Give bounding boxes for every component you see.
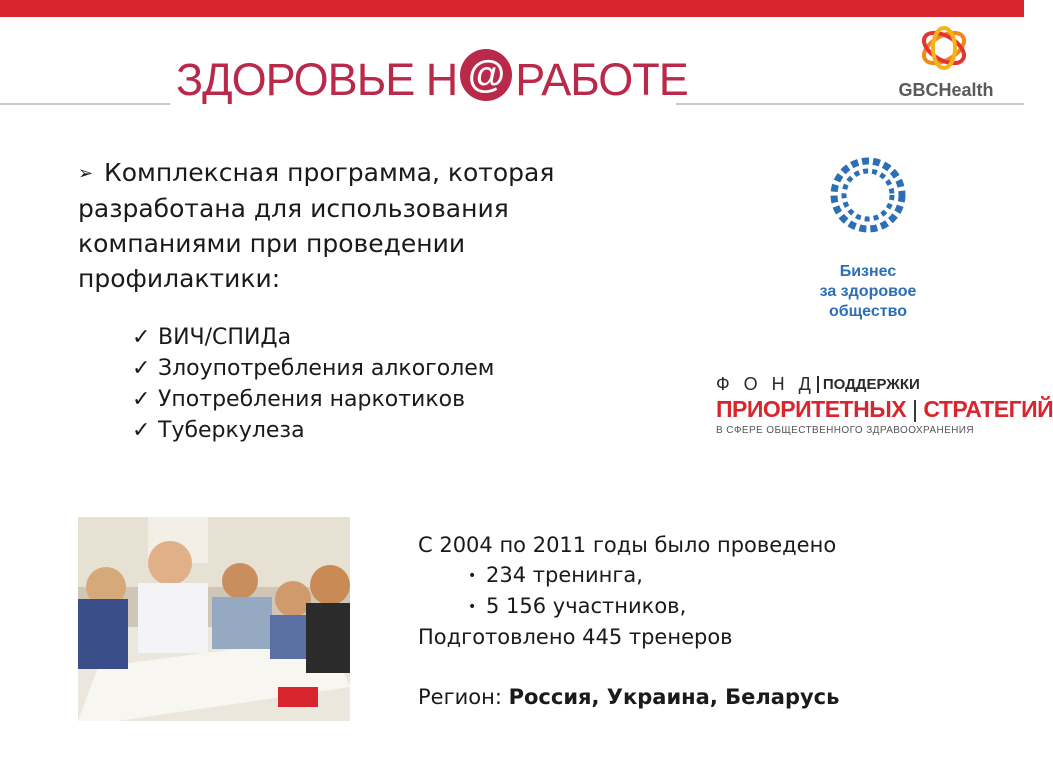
arrow-bullet-icon: ➢ <box>78 163 94 184</box>
check-icon: ✓ <box>132 356 151 381</box>
svg-text:@: @ <box>468 53 505 96</box>
top-accent-bar <box>0 0 1024 17</box>
checklist-item: ✓ Употребления наркотиков <box>132 384 494 415</box>
program-description <box>78 155 638 296</box>
results-item-participants: • 5 156 участников, <box>418 591 1008 622</box>
intro-line-2: разработана для использования <box>78 194 509 223</box>
bullet-dot-icon: • <box>468 568 477 584</box>
fund-strategy: СТРАТЕГИЙ <box>923 396 1053 422</box>
health-at-work-logo <box>176 50 688 110</box>
priority-strategies-fund-logo: ФОНД ПОДДЕРЖКИ ПРИОРИТЕТНЫХ | СТРАТЕГИЙ В СФЕРЕ ОБЩЕСТВЕННОГО ЗДРАВООХРАНЕНИЯ <box>716 373 1053 436</box>
fund-support: ПОДДЕРЖКИ <box>817 376 920 393</box>
check-icon: ✓ <box>132 325 151 350</box>
program-results <box>418 530 1008 712</box>
intro-line-4: профилактики: <box>78 264 281 293</box>
bzo-line-1: Бизнес <box>839 263 897 280</box>
results-region <box>418 682 1008 712</box>
results-trainers: Подготовлено 445 тренеров <box>418 625 733 649</box>
fund-sphere: В СФЕРЕ ОБЩЕСТВЕННОГО ЗДРАВООХРАНЕНИЯ <box>716 425 975 436</box>
gbchealth-wordmark: GBCHealth <box>898 80 994 100</box>
checklist-item: ✓ ВИЧ/СПИДа <box>132 322 494 353</box>
results-period: С 2004 по 2011 годы было проведено <box>418 533 837 557</box>
blue-swirl-icon <box>812 150 924 240</box>
bzo-line-3: общество <box>829 303 907 320</box>
fund-word: ФОНД <box>716 373 825 394</box>
logo-title-right: РАБОТЕ <box>515 54 688 105</box>
intro-line-3: компаниями при проведении <box>78 229 466 258</box>
bullet-dot-icon: • <box>468 599 477 615</box>
checklist-item: ✓ Злоупотребления алкоголем <box>132 353 494 384</box>
gbc-rings-icon <box>888 24 1004 80</box>
region-label: Регион: <box>418 685 502 709</box>
checklist-item: ✓ Туберкулеза <box>132 415 494 446</box>
check-icon: ✓ <box>132 387 151 412</box>
at-circle-icon <box>459 48 513 102</box>
gbchealth-logo <box>888 24 1004 104</box>
logo-at-sign <box>459 48 513 113</box>
region-value: Россия, Украина, Беларусь <box>508 685 840 709</box>
results-item-trainings: • 234 тренинга, <box>418 560 1008 591</box>
business-healthy-society-logo <box>812 150 924 322</box>
check-icon: ✓ <box>132 418 151 443</box>
header-divider-left <box>0 103 170 105</box>
bzo-line-2: за здоровое <box>819 283 917 300</box>
fund-priority: ПРИОРИТЕТНЫХ <box>716 396 907 422</box>
logo-title-left: ЗДОРОВЬЕ Н <box>176 54 458 105</box>
prevention-checklist <box>132 322 494 446</box>
intro-line-1: Комплексная программа, которая <box>104 158 555 187</box>
training-session-photo <box>78 517 350 721</box>
